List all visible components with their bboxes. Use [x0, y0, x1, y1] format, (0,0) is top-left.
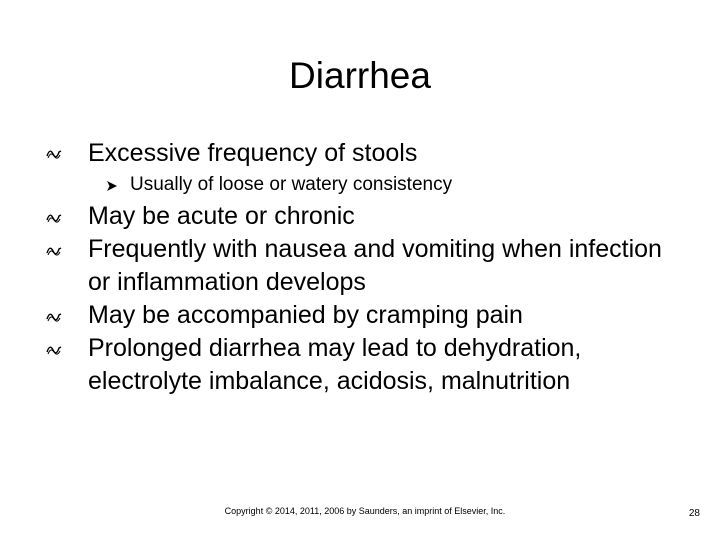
slide-title: Diarrhea: [289, 55, 431, 96]
bullet-item: Excessive frequency of stools: [88, 139, 418, 167]
wavy-bullet-icon: [46, 245, 62, 257]
sub-bullet-item: Usually of loose or watery consistency: [130, 174, 453, 195]
wavy-bullet-icon: [46, 311, 62, 323]
wavy-bullet-icon: [46, 344, 62, 356]
bullet-item: Prolonged diarrhea may lead to dehydration, electrolyte imbalance, acidosis, malnutrition: [88, 334, 582, 395]
arrowhead-bullet-icon: [106, 179, 118, 191]
bullet-item: May be acute or chronic: [88, 202, 355, 230]
bullet-item: May be accompanied by cramping pain: [88, 301, 523, 329]
bullet-item: Frequently with nausea and vomiting when infection or inflammation develops: [88, 235, 662, 296]
page-number: 28: [688, 508, 700, 519]
wavy-bullet-icon: [46, 212, 62, 224]
wavy-bullet-icon: [46, 148, 62, 160]
copyright-footer: Copyright © 2014, 2011, 2006 by Saunders, an imprint of Elsevier, Inc.: [224, 506, 506, 516]
